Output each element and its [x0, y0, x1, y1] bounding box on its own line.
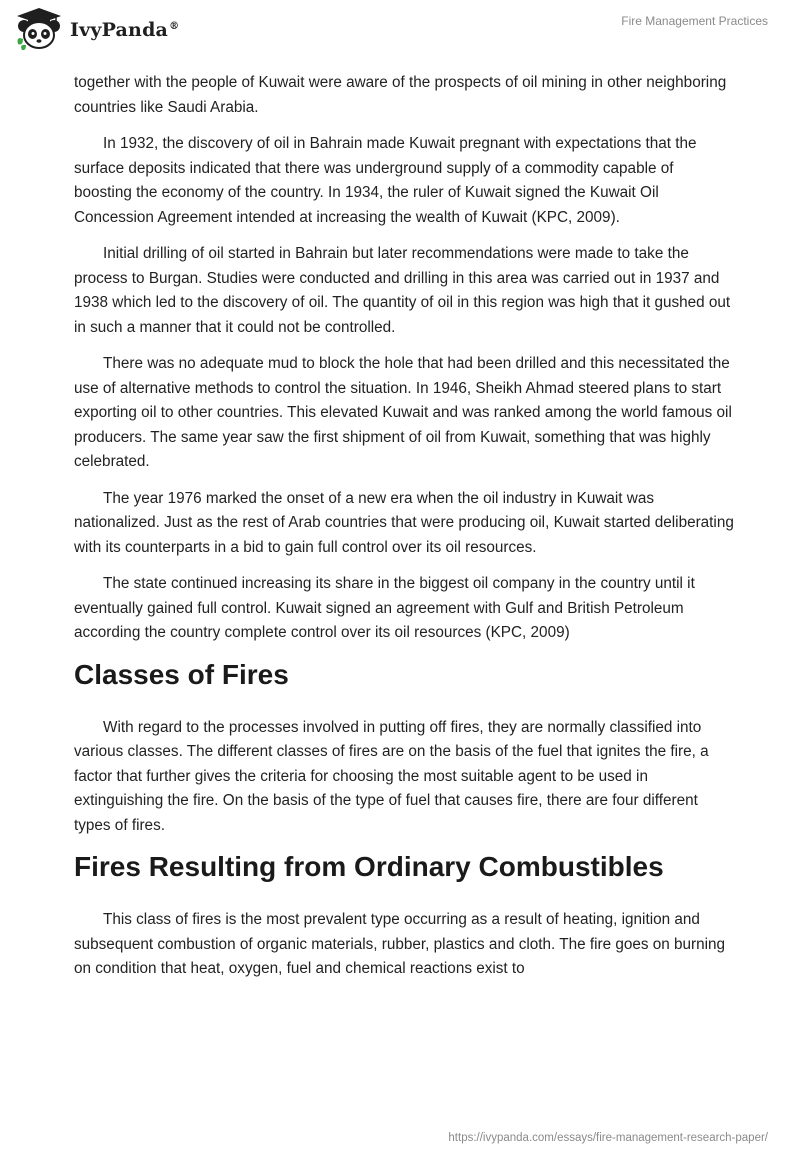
paragraph: The year 1976 marked the onset of a new era when the oil industry in Kuwait was nationalized. Just as the rest of Arab countries that were producing oil, Kuwait started deliberating with its counterparts in a bid to gain full control over its oil resources. [74, 489, 734, 556]
document-title: Fire Management Practices [621, 14, 768, 28]
source-url[interactable]: https://ivypanda.com/essays/fire-management-research-paper/ [448, 1132, 768, 1144]
page-header [0, 0, 800, 64]
paragraph: There was no adequate mud to block the hole that had been drilled and this necessitated the use of alternative methods to control the situation. In 1946, Sheikh Ahmad steered plans to start exporting oil to other countries. This elevated Kuwait and was ranked among the world famous oil producers. The same year saw the first shipment of oil from Kuwait, something that was highly celebrated. [74, 355, 732, 470]
paragraph: With regard to the processes involved in putting off fires, they are normally classified into various classes. The different classes of fires are on the basis of the fuel that ignites the fire, a factor that further gives the criteria for choosing the most suitable agent to be used in extinguishing the fire. On the basis of the type of fuel that causes fire, there are four different types of fires. [74, 718, 709, 834]
essay-content [74, 71, 734, 994]
paragraph: This class of fires is the most prevalent type occurring as a result of heating, ignition and subsequent combustion of organic materials, rubber, plastics and cloth. The fire goes on burning on condition that heat, oxygen, fuel and chemical reactions exist to [74, 911, 726, 977]
paragraph: In 1932, the discovery of oil in Bahrain made Kuwait pregnant with expectations that the surface deposits indicated that there was underground supply of a commodity capable of boosting the economy of the country. In 1934, the ruler of Kuwait signed the Kuwait Oil Concession Agreement intended at increasing the wealth of Kuwait (KPC, 2009). [74, 135, 697, 226]
paragraph: together with the people of Kuwait were aware of the prospects of oil mining in other neighboring countries like Saudi Arabia. [74, 74, 727, 116]
paragraph: The state continued increasing its share in the biggest oil company in the country until it eventually gained full control. Kuwait signed an agreement with Gulf and British Petroleum according the country complete control over its oil resources (KPC, 2009) [74, 575, 695, 641]
brand-logo[interactable] [14, 6, 179, 52]
paragraph: Initial drilling of oil started in Bahrain but later recommendations were made to take the process to Burgan. Studies were conducted and drilling in this area was carried out in 1937 and 1938 which led to the discovery of oil. The quantity of oil in this region was high that it gushed out in such a manner that it could not be controlled. [74, 245, 731, 336]
panda-graduate-icon [14, 6, 64, 52]
brand-name: IvyPanda® [70, 19, 180, 41]
section-heading-classes-of-fires: Classes of Fires [74, 658, 289, 690]
section-heading-ordinary-combustibles: Fires Resulting from Ordinary Combustibles [74, 851, 664, 882]
